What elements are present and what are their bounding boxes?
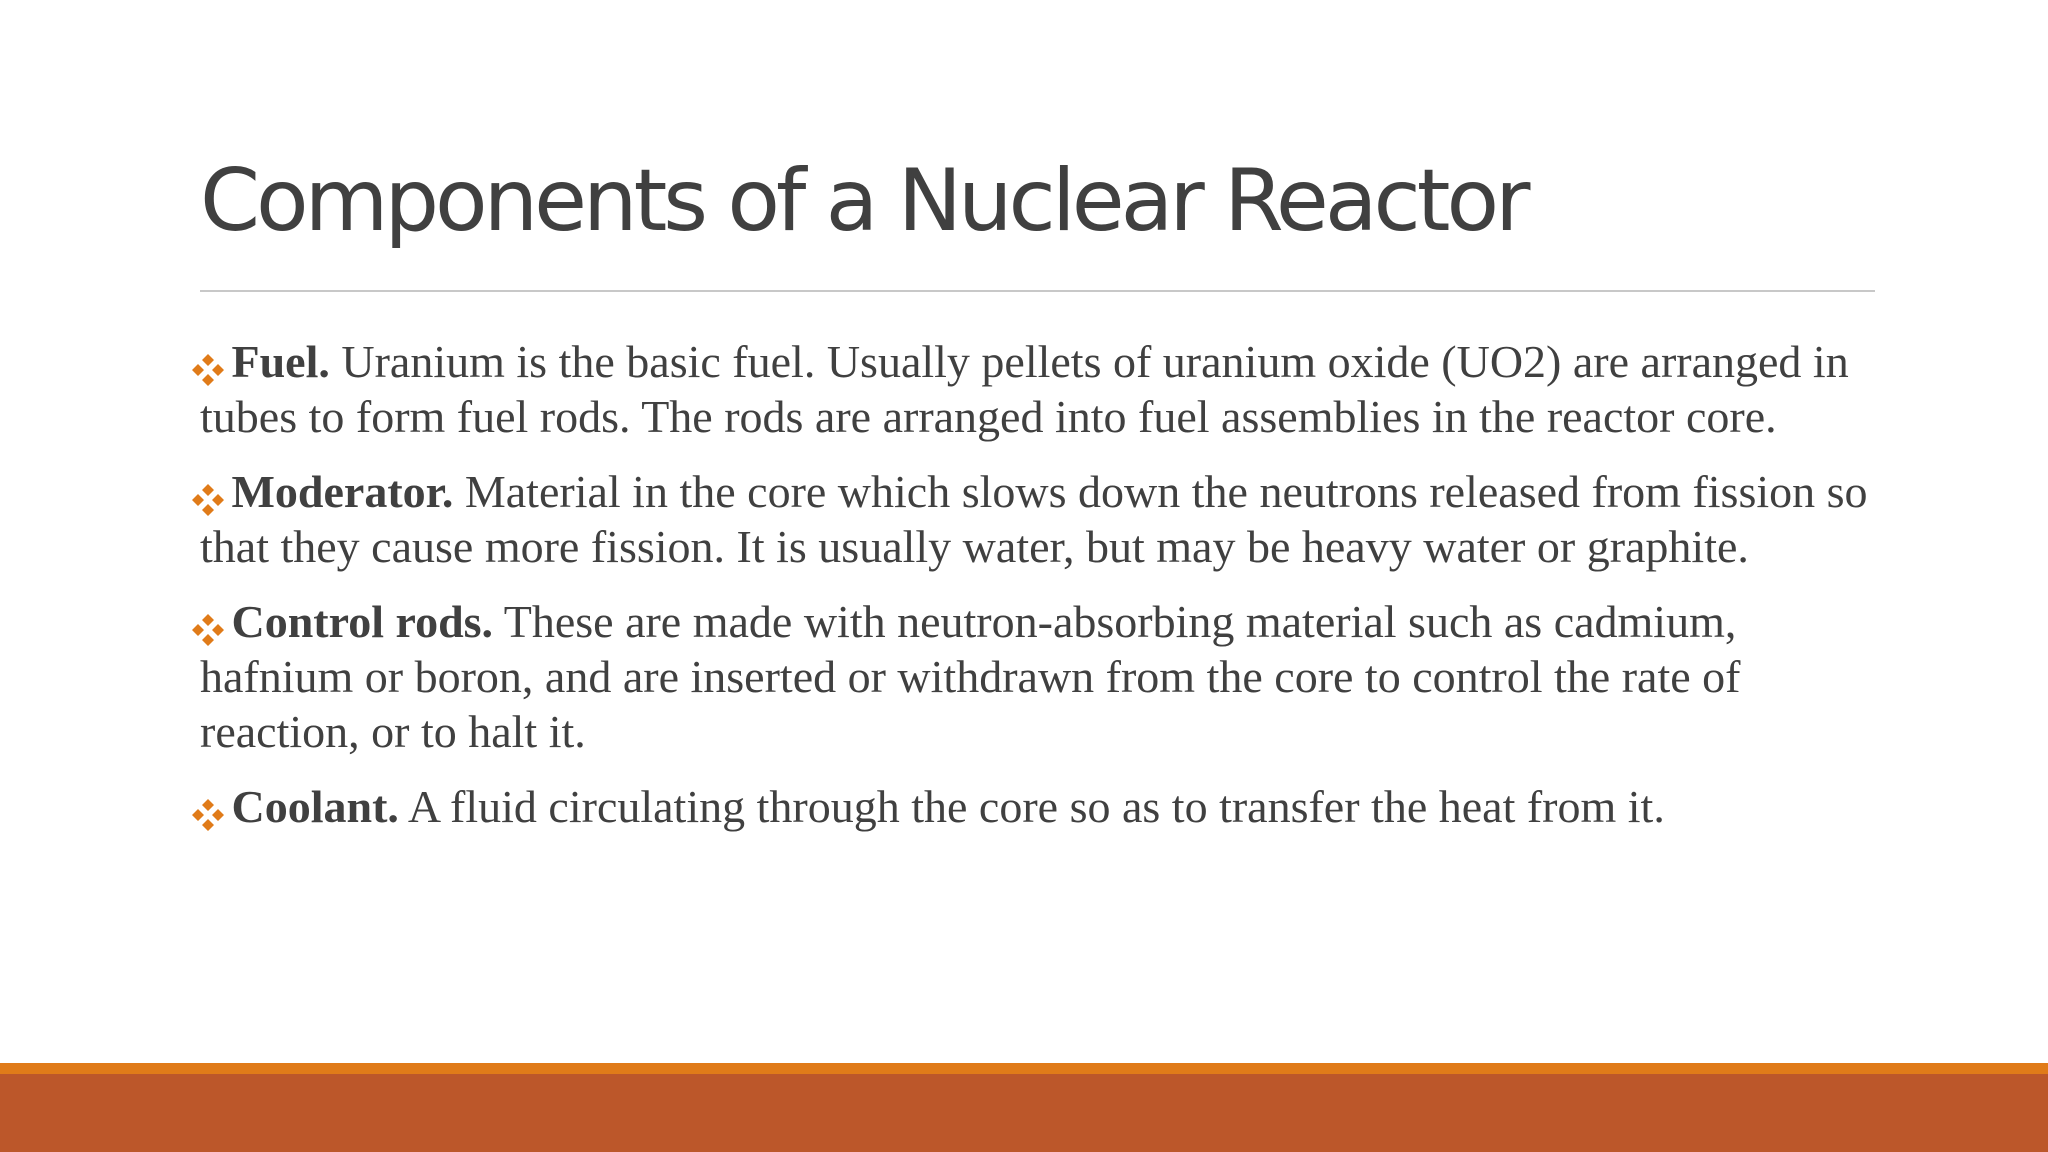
bullet-item-moderator [190, 464, 1890, 574]
bullet-text: A fluid circulating through the core so as to transfer the heat from it. [398, 781, 1665, 832]
title-divider [200, 290, 1875, 292]
footer-accent-line [0, 1063, 2048, 1074]
bullet-term: Coolant. [231, 781, 399, 832]
bullet-list [190, 334, 1890, 854]
bullet-term: Moderator. [231, 466, 454, 517]
bullet-text: Uranium is the basic fuel. Usually pellets of uranium oxide (UO2) are arranged in tubes to form fuel rods. The rods are arranged into fuel assemblies in the reactor core. [200, 336, 1849, 442]
bullet-term: Control rods. [231, 596, 494, 647]
bullet-term: Fuel. [231, 336, 330, 387]
four-diamond-bullet-icon [190, 612, 226, 648]
bullet-item-coolant [190, 779, 1890, 834]
four-diamond-bullet-icon [190, 482, 226, 518]
bullet-item-control-rods [190, 594, 1890, 759]
bullet-text: These are made with neutron-absorbing material such as cadmium, hafnium or boron, and are inserted or withdrawn from the core to control the rate of reaction, or to halt it. [200, 596, 1741, 757]
footer-bar [0, 1074, 2048, 1152]
slide-title: Components of a Nuclear Reactor [200, 151, 1527, 251]
four-diamond-bullet-icon [190, 352, 226, 388]
bullet-item-fuel [190, 334, 1890, 444]
bullet-text: Material in the core which slows down the neutrons released from fission so that they cause more fission. It is usually water, but may be heavy water or graphite. [200, 466, 1868, 572]
four-diamond-bullet-icon [190, 797, 226, 833]
